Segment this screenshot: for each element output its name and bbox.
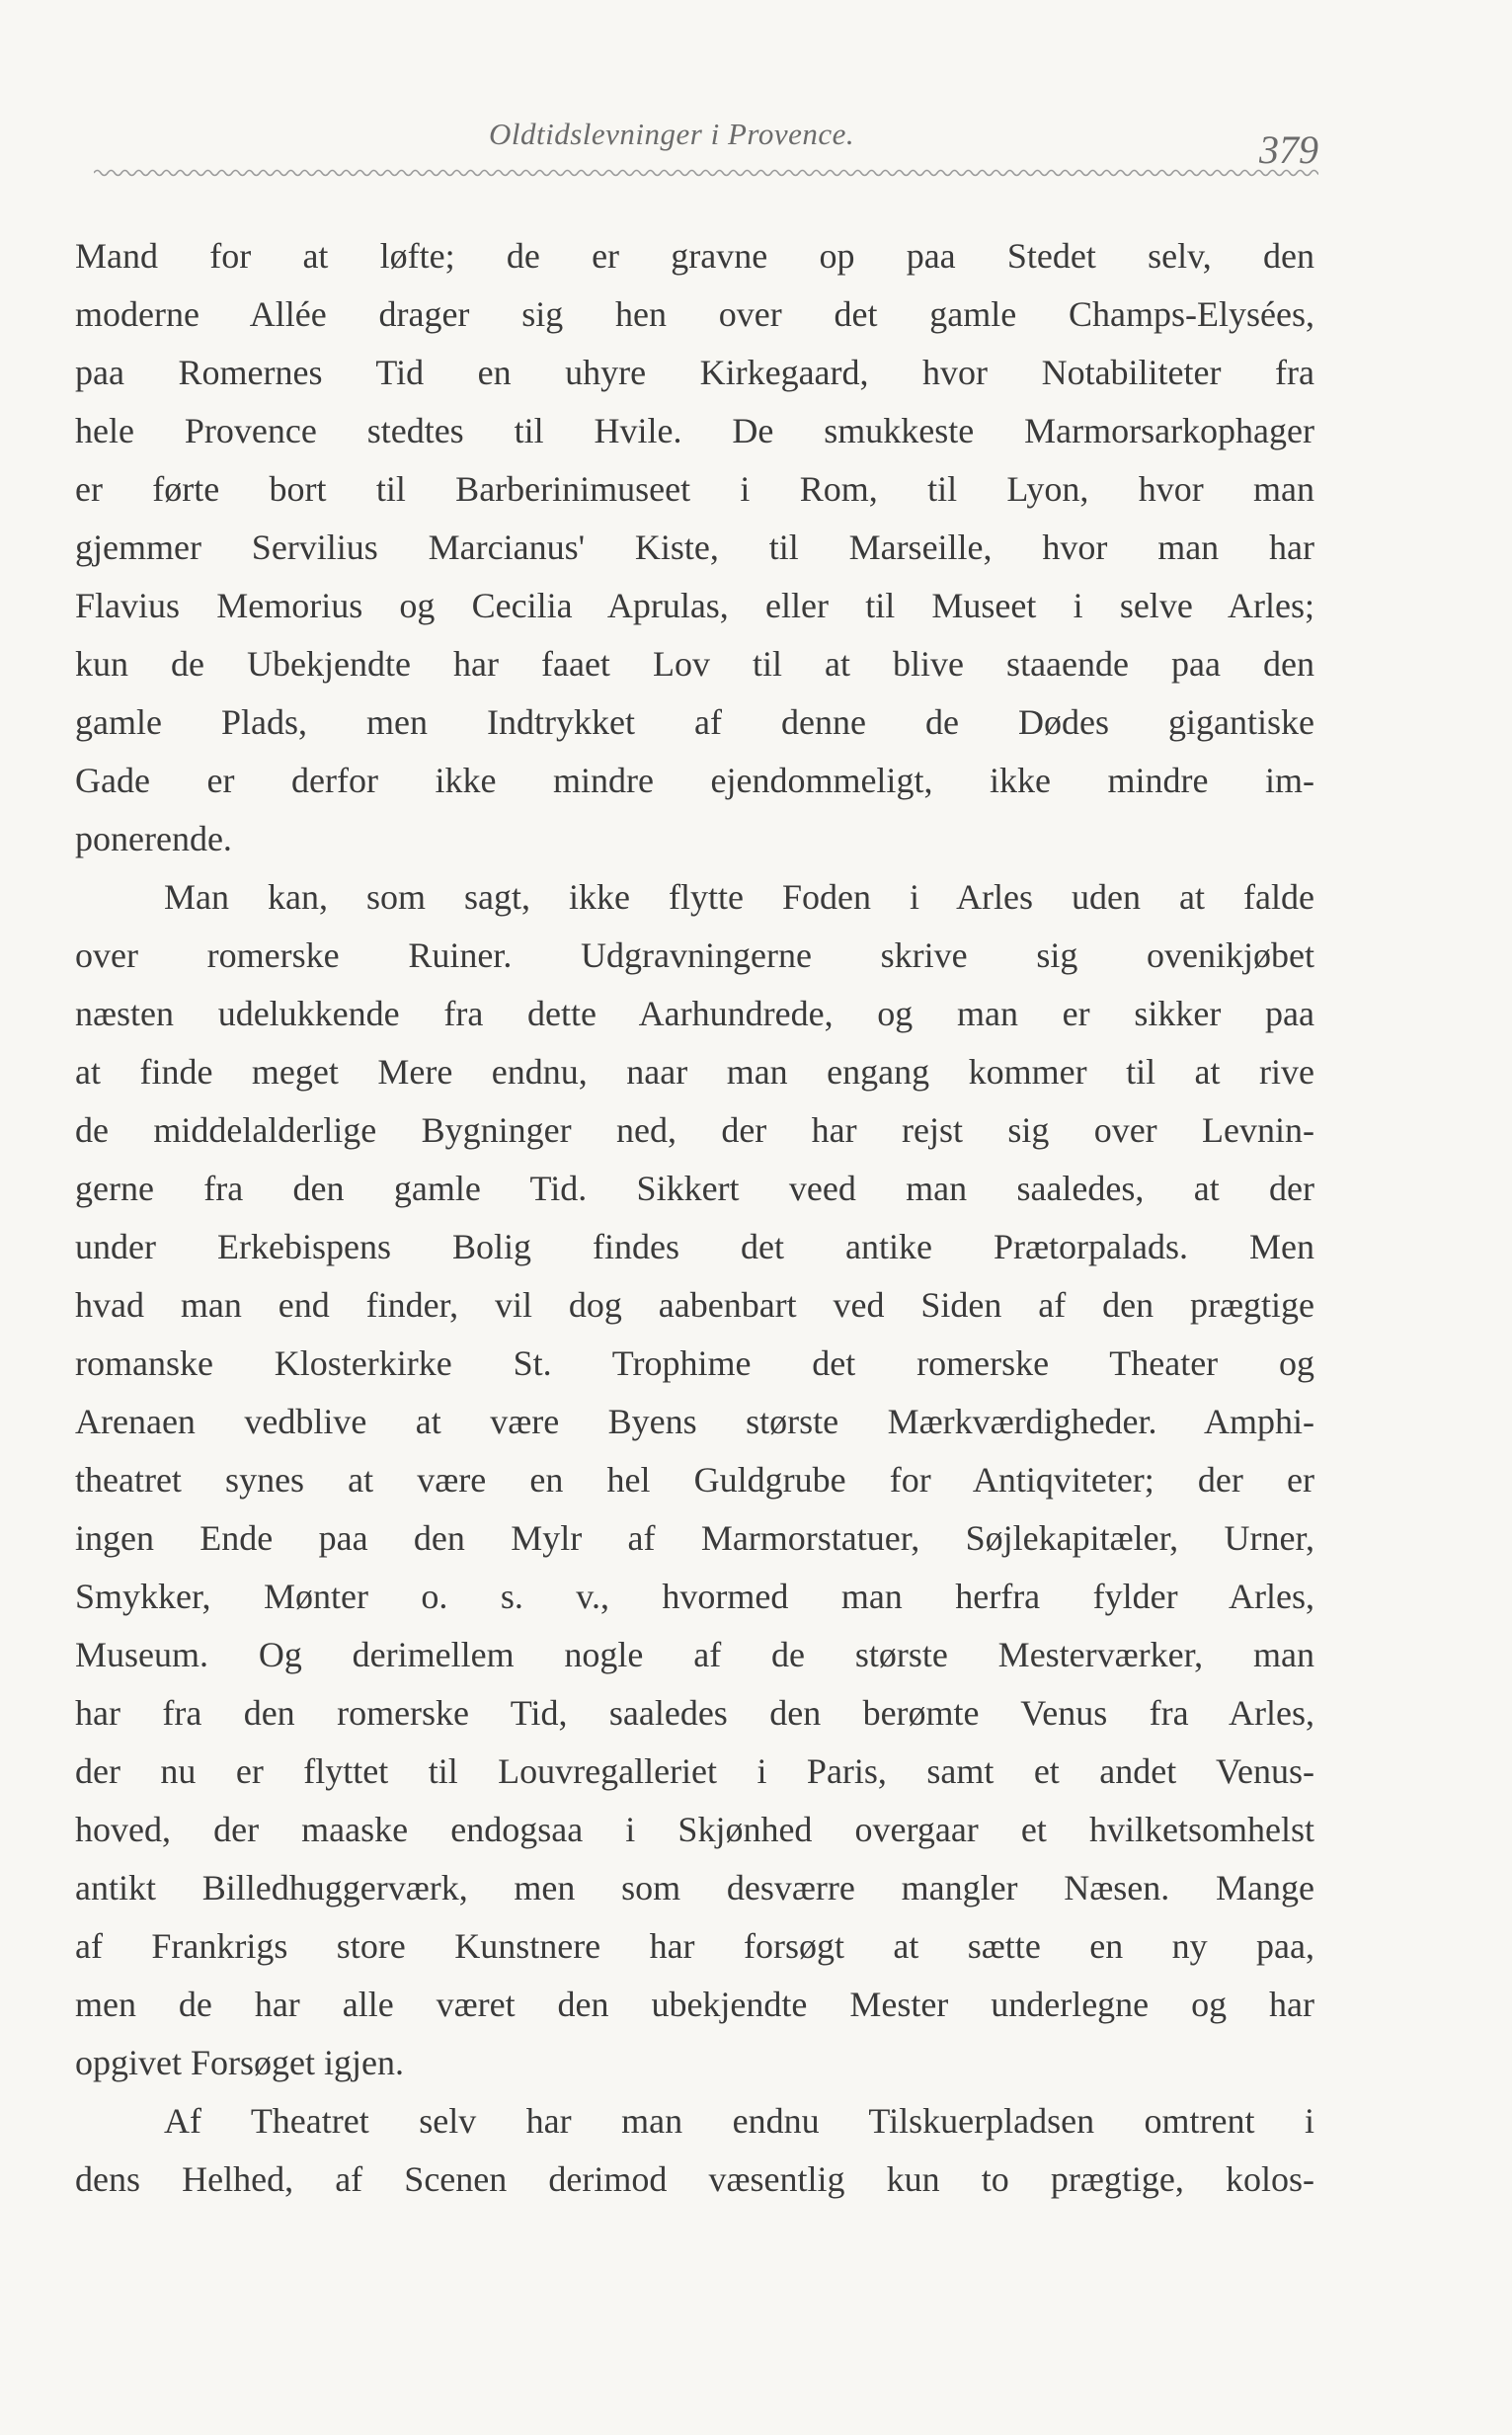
text-line: Flavius Memorius og Cecilia Aprulas, eller til Museet i selve Arles; [75,586,1314,625]
text-line: paa Romernes Tid en uhyre Kirkegaard, hvor Notabiliteter fra [75,353,1314,392]
text-line: Smykker, Mønter o. s. v., hvormed man herfra fylder Arles, [75,1577,1314,1616]
text-line: af Frankrigs store Kunstnere har forsøgt at sætte en ny paa, [75,1926,1314,1966]
text-line: de middelalderlige Bygninger ned, der har rejst sig over Levnin- [75,1110,1314,1150]
text-line: har fra den romerske Tid, saaledes den berømte Venus fra Arles, [75,1693,1314,1733]
text-line: gjemmer Servilius Marcianus' Kiste, til Marseille, hvor man har [75,528,1314,567]
text-line: at finde meget Mere endnu, naar man engang kommer til at rive [75,1052,1314,1092]
text-line: theatret synes at være en hel Guldgrube for Antiqviteter; der er [75,1460,1314,1500]
body-text [75,227,1314,2209]
text-line: antikt Billedhuggerværk, men som desværre mangler Næsen. Mange [75,1868,1314,1907]
page-header [74,117,1318,186]
text-line: næsten udelukkende fra dette Aarhundrede, og man er sikker paa [75,994,1314,1033]
text-line: kun de Ubekjendte har faaet Lov til at blive staaende paa den [75,644,1314,684]
text-line: Museum. Og derimellem nogle af de største Mesterværker, man [75,1635,1314,1674]
text-line: hele Provence stedtes til Hvile. De smukkeste Marmorsarkophager [75,411,1314,450]
text-line: Af Theatret selv har man endnu Tilskuerpladsen omtrent i [164,2101,1314,2141]
text-line: der nu er flyttet til Louvregalleriet i Paris, samt et andet Venus- [75,1751,1314,1791]
page-number: 379 [1259,127,1318,172]
text-line: er førte bort til Barberinimuseet i Rom, til Lyon, hvor man [75,469,1314,509]
text-line: opgivet Forsøget igjen. [75,2043,404,2082]
text-line: Man kan, som sagt, ikke flytte Foden i Arles uden at falde [164,877,1314,917]
text-line: ponerende. [75,819,232,858]
text-line: over romerske Ruiner. Udgravningerne skrive sig ovenikjøbet [75,935,1314,975]
text-line: hoved, der maaske endogsaa i Skjønhed overgaar et hvilketsomhelst [75,1810,1314,1849]
text-line: romanske Klosterkirke St. Trophime det romerske Theater og [75,1343,1314,1383]
text-line: men de har alle været den ubekjendte Mester underlegne og har [75,1985,1314,2024]
running-title: Oldtidslevninger i Provence. [489,117,855,151]
text-line: hvad man end finder, vil dog aabenbart ved Siden af den prægtige [75,1285,1314,1325]
text-line: Mand for at løfte; de er gravne op paa Stedet selv, den [75,236,1314,276]
text-line: gamle Plads, men Indtrykket af denne de Dødes gigantiske [75,702,1314,742]
text-line: Gade er derfor ikke mindre ejendommeligt, ikke mindre im- [75,761,1314,800]
text-line: dens Helhed, af Scenen derimod væsentlig kun to prægtige, kolos- [75,2159,1314,2199]
wavy-rule-ornament [94,166,1318,180]
text-line: ingen Ende paa den Mylr af Marmorstatuer, Søjlekapitæler, Urner, [75,1518,1314,1558]
text-line: Arenaen vedblive at være Byens største Mærkværdigheder. Amphi- [75,1402,1314,1441]
text-line: under Erkebispens Bolig findes det antike Prætorpalads. Men [75,1227,1314,1266]
text-line: gerne fra den gamle Tid. Sikkert veed man saaledes, at der [75,1169,1314,1208]
text-line: moderne Allée drager sig hen over det gamle Champs-Elysées, [75,294,1314,334]
